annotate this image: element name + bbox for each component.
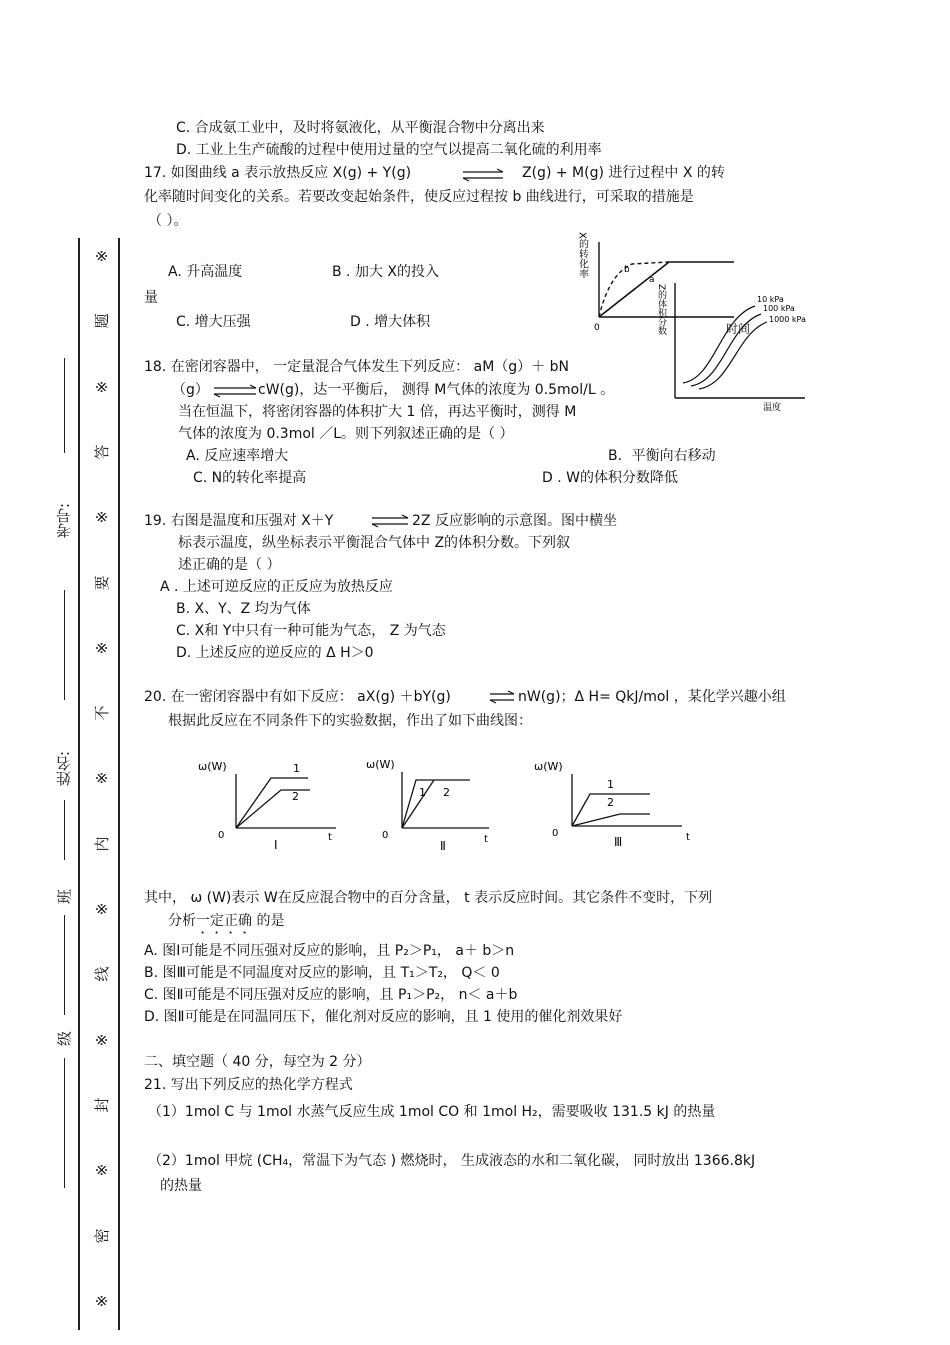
curve-label-1: 1 xyxy=(293,762,300,775)
curve-label-2: 2 xyxy=(292,790,299,803)
graph-ylabel: ω(W) xyxy=(534,760,563,773)
binding-line-inner xyxy=(118,238,120,1330)
q17-option-b: B . 加大 X的投入 xyxy=(332,264,439,280)
graph-numeral: Ⅰ xyxy=(274,838,278,852)
graph-xlabel: t xyxy=(686,832,690,843)
q19-chart-ylabel: Z的体积分数 xyxy=(656,284,666,336)
seal-char: 不 xyxy=(93,705,111,721)
seal-char: 封 xyxy=(93,1097,111,1113)
q18-option-a: A. 反应速率增大 xyxy=(186,448,289,464)
q21-part2a: （2）1mol 甲烷 (CH₄，常温下为气态 ) 燃烧时， 生成液态的水和二氧化碳， 同时放出 1366.8kJ xyxy=(148,1153,756,1169)
q17-line1a: 17. 如图曲线 a 表示放热反应 X(g) + Y(g) xyxy=(144,165,412,181)
q16-option-d: D. 工业上生产硫酸的过程中使用过量的空气以提高二氧化硫的利用率 xyxy=(176,142,602,158)
q17-chart-xlabel: 时间 xyxy=(726,322,751,336)
q19-option-a: A . 上述可逆反应的正反应为放热反应 xyxy=(160,579,393,595)
q17-option-c: C. 增大压强 xyxy=(176,314,251,330)
equilibrium-arrow-icon xyxy=(461,168,505,182)
equilibrium-arrow-icon xyxy=(212,384,258,398)
q18-line2a: （g） xyxy=(172,382,209,398)
q19-chart-xlabel: 温度 xyxy=(763,403,782,413)
q18-line4: 气体的浓度为 0.3mol ／L。则下列叙述正确的是（ ） xyxy=(178,426,514,442)
q17-option-b-cont: 量 xyxy=(144,290,158,306)
seal-mark: ※ xyxy=(93,249,111,263)
seal-char: 线 xyxy=(93,966,111,982)
q18-line1: 18. 在密闭容器中， 一定量混合气体发生下列反应： aM（g）＋ bN xyxy=(144,359,569,375)
graph-origin: 0 xyxy=(552,828,559,839)
q20-option-d: D. 图Ⅱ可能是在同温同压下，催化剂对反应的影响，且 1 使用的催化剂效果好 xyxy=(144,1009,623,1025)
q19-temperature-pressure-chart xyxy=(655,278,815,416)
q19-line2: 标表示温度，纵坐标表示平衡混合气体中 Z的体积分数。下列叙 xyxy=(178,535,571,551)
q19-line3: 述正确的是（ ） xyxy=(178,557,281,573)
q19-option-d: D. 上述反应的逆反应的 Δ H＞0 xyxy=(176,645,374,661)
seal-char: 题 xyxy=(93,313,111,329)
q20-explain1: 其中， ω (W)表示 W在反应混合物中的百分含量， t 表示反应时间。其它条件不变时，下列 xyxy=(144,890,713,906)
q20-graph-2 xyxy=(364,754,514,854)
q17-chart-origin: 0 xyxy=(594,323,600,333)
section2-title: 二、填空题（ 40 分，每空为 2 分） xyxy=(144,1054,371,1070)
curve-label-a: a xyxy=(649,275,655,285)
q16-option-c: C. 合成氨工业中，及时将氨液化，从平衡混合物中分离出来 xyxy=(176,120,545,136)
graph-numeral: Ⅲ xyxy=(614,835,623,849)
graph-origin: 0 xyxy=(382,830,389,841)
seal-char: 密 xyxy=(93,1228,111,1244)
q17-line1b: Z(g) + M(g) 进行过程中 X 的转 xyxy=(522,165,725,181)
series-label-1000kpa: 1000 kPa xyxy=(769,315,806,324)
seal-mark: ※ xyxy=(93,510,111,524)
equilibrium-arrow-icon xyxy=(370,514,410,528)
q19-line1a: 19. 右图是温度和压强对 X＋Y xyxy=(144,513,334,529)
seal-mark: ※ xyxy=(93,641,111,655)
xingming-label: 姓名: xyxy=(55,750,73,786)
equilibrium-arrow-icon xyxy=(488,690,516,704)
q20-option-a: A. 图Ⅰ可能是不同压强对反应的影响，且 P₂＞P₁， a＋ b＞n xyxy=(144,943,515,959)
q20-explain2-c: 的是 xyxy=(256,913,285,929)
q20-graph-3 xyxy=(532,756,692,856)
q21-part2b: 的热量 xyxy=(160,1178,202,1194)
q19-option-c: C. X和 Y中只有一种可能为气态， Z 为气态 xyxy=(176,623,446,639)
q17-chart-ylabel: X的转化率 xyxy=(576,232,588,279)
q17-option-d: D . 增大体积 xyxy=(350,314,431,330)
q18-line2b: cW(g)，达一平衡后， 测得 M气体的浓度为 0.5mol/L 。 xyxy=(258,382,615,398)
curve-label-1: 1 xyxy=(607,778,614,791)
graph-numeral: Ⅱ xyxy=(440,839,446,853)
field-line xyxy=(64,358,65,453)
seal-char: 内 xyxy=(93,836,111,852)
graph-xlabel: t xyxy=(328,832,332,843)
q20-line1a: 20. 在一密闭容器中有如下反应： aX(g) ＋bY(g) xyxy=(144,689,451,705)
q18-option-d: D . W的体积分数降低 xyxy=(542,470,678,486)
curve-label-2: 2 xyxy=(607,796,614,809)
q18-option-c: C. N的转化率提高 xyxy=(193,470,307,486)
field-line xyxy=(64,1058,65,1188)
curve-label-1: 1 xyxy=(419,786,426,799)
q21-stem: 21. 写出下列反应的热化学方程式 xyxy=(144,1077,353,1093)
binding-line-outer xyxy=(78,238,80,1330)
field-line xyxy=(64,800,65,860)
seal-mark: ※ xyxy=(93,1163,111,1177)
curve-label-2: 2 xyxy=(443,786,450,799)
graph-ylabel: ω(W) xyxy=(198,760,227,773)
kaohao-label: 考号: xyxy=(55,502,73,538)
q20-option-b: B. 图Ⅲ可能是不同温度对反应的影响，且 T₁＞T₂， Q＜ 0 xyxy=(144,965,500,981)
q17-line3: （ ）。 xyxy=(148,213,188,229)
q21-part1: （1）1mol C 与 1mol 水蒸气反应生成 1mol CO 和 1mol H₂，需要吸收 131.5 kJ 的热量 xyxy=(148,1104,716,1120)
q20-emphasis: 一定正确 xyxy=(196,913,252,929)
q20-option-c: C. 图Ⅱ可能是不同压强对反应的影响，且 P₁＞P₂， n＜ a＋b xyxy=(144,987,518,1003)
seal-mark: ※ xyxy=(93,772,111,785)
field-line xyxy=(64,590,65,700)
q18-line3: 当在恒温下，将密闭容器的体积扩大 1 倍，再达平衡时，测得 M xyxy=(178,404,577,420)
graph-xlabel: t xyxy=(484,834,488,845)
ji-label: 级 xyxy=(55,1031,74,1047)
series-label-10kpa: 10 kPa xyxy=(757,295,784,304)
q17-option-a: A. 升高温度 xyxy=(168,264,243,280)
q20-line1b: nW(g)；Δ H= QkJ/mol ，某化学兴趣小组 xyxy=(518,689,786,705)
seal-mark: ※ xyxy=(93,1033,111,1046)
seal-mark: ※ xyxy=(93,380,111,393)
q19-option-b: B. X、Y、Z 均为气体 xyxy=(176,601,311,617)
q19-line1b: 2Z 反应影响的示意图。图中横坐 xyxy=(412,513,617,529)
q20-explain2 xyxy=(168,912,284,937)
seal-char: 要 xyxy=(93,575,111,591)
q20-line2: 根据此反应在不同条件下的实验数据，作出了如下曲线图： xyxy=(168,713,532,729)
q20-graph-1 xyxy=(196,756,346,856)
seal-mark: ※ xyxy=(93,1294,111,1308)
q17-line2: 化率随时间变化的关系。若要改变起始条件，使反应过程按 b 曲线进行，可采取的措施是 xyxy=(144,189,694,205)
graph-origin: 0 xyxy=(218,830,225,841)
curve-label-b: b xyxy=(624,265,630,275)
series-label-100kpa: 100 kPa xyxy=(763,304,795,313)
seal-mark: ※ xyxy=(93,902,111,916)
field-line xyxy=(64,915,65,1015)
ban-label: 班 xyxy=(55,889,74,905)
graph-ylabel: ω(W) xyxy=(366,758,395,771)
seal-char: 答 xyxy=(93,444,111,460)
q18-option-b: B．平衡向右移动 xyxy=(608,448,716,464)
q20-explain2-a: 分析 xyxy=(168,913,196,929)
